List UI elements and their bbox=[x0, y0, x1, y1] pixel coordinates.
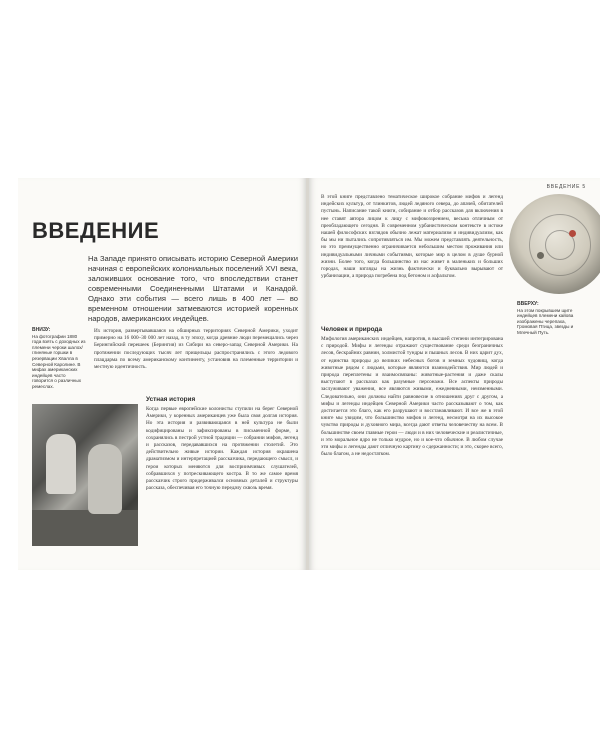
lead-paragraph: На Западе принято описывать историю Северной Америки начиная с европейских колониальных поселений XVI века, заложивших основание того, что впоследствии станет современными Соединенными Штатами и Канадой. Однако эти события — всего лишь в 400 лет — во временном отношении затмеваются историей коренных народов, американских индейцев. bbox=[88, 254, 298, 323]
shield-caption bbox=[517, 302, 585, 336]
body-oral-history: Когда первые европейские колонисты ступили на берег Северной Америки, у коренных американцев уже была своя долгая история. Но эта история и развивающаяся в ней культура не были кодифицированы и зафиксированы в письменной форме, а сохранялись в пестрой устной традиции — собрании мифов, легенд и рассказов, передававшихся на протяжении столетий. Это действительно живые истории. Каждая история окрашена драматизмом и интерпретацией рассказчика, передающего смысл, и герои которых меняются для восприимчивых слушателей, собравшихся у потрескивающего костра. В то же самое время рассказчик строго придерживался основных деталей и структуры рассказа, обеспечивая его точную передачу сквозь время. bbox=[146, 406, 298, 492]
shield-caption-title: ВВЕРХУ: bbox=[517, 301, 539, 307]
running-head: ВВЕДЕНИЕ 5 bbox=[546, 184, 586, 190]
photo-figure bbox=[88, 444, 122, 514]
page-title: ВВЕДЕНИЕ bbox=[32, 218, 160, 243]
photo-figure bbox=[46, 434, 76, 494]
book-spread bbox=[18, 178, 600, 570]
subhead-oral-history: Устная история bbox=[146, 396, 196, 403]
photo-caption-text: На фотографии 1880 года взять с доходных из племени чероки шалох/ глиняные горшки в резервации Хвалла в Северной Каролине. В мифах американских индейцев часто говорится о различных ремеслах. bbox=[32, 333, 86, 389]
subhead-man-and-nature: Человек и природа bbox=[321, 326, 383, 333]
shield-star-mark bbox=[569, 230, 576, 237]
shield-caption-text: На этом покрывшем щите индейцев племени кайова изображены черепаха, Громовая Птица, звезды и Млечный Путь. bbox=[517, 307, 574, 335]
painted-shield-photo bbox=[509, 194, 600, 294]
body-intro: Их история, развертывавшаяся на обширных территориях Северной Америки, уходит примерно на 16 000–30 000 лет назад, в ту эпоху, когда древние люди перемещались через Берингийский перешеек (Берингия) из Сибири на северо-запад Северной Америки. На протяжении последующих тысяч лет прищельцы распространялись с этого ледового плацдарма по всему американскому континенту, установив на племенные территории и местную идентичность. bbox=[94, 328, 298, 371]
shield-star-mark bbox=[537, 252, 544, 259]
right-page bbox=[309, 178, 600, 570]
photo-caption-title: ВНИЗУ: bbox=[32, 327, 51, 333]
body-man-and-nature: Мифология американских индейцев, напротив, в высшей степени интегрирована с природой. Мифы и легенды отражают существование среди безграничных лесов, бескрайних равнин, холмистой тундры и пышных лесов. В них царит дух, от единства природы до великих небесных богов и земных чудовищ, когда животные рядом с людьми, которые являются взаимодействия. Мир людей и природа переплетены и взаимосвязаны: животные-растения и даже скалы выступают в рассказах как разумные персонажи. Все аспекты природы заслуживают уважения, все являются живыми, ежедневными, неизменными. Следовательно, они должны найти равновесие в отношениях друг с другом, а мифы и легенды индейцев Северной Америки часто рассказывают о том, как достигается это благо, как его разрушают и восстанавливают. И все же в этой книге мы увидим, что большинство мифов и легенд, несмотря на их высокое чувство природы и духовного мира, всегда дают ответы человечеству на всем. В большинстве своем главные герои — люди и в них человеческие и реалистичные, и это моральное ядро не только мудрое, но и кое-что обычное. В любом случае эти мифы и легенды дают отличную картину о сдержанности; и это, скорее всего, было благом, а не недостатком. bbox=[321, 336, 503, 458]
historical-photo bbox=[32, 404, 138, 546]
body-intro-right: В этой книге представлено тематическое широкое собрание мифов и легенд индейских культур, от тлинкитов, людей ледяного севера, до апачей, обитателей пустынь. Написание такой книги, собирание и отбор рассказов для включения в нее ставят автора лицом к лицу с мифовоззрением, весьма отличным от преобладающего сегодня. В современном урбанистическом контексте в истоке нашей философских взглядов обычно лежат материализм и индивидуализм, как бы мы ни пытались сопротивляться им. Мы можем представлять деятельность, но это преимущественно ограничивается небольшим местом проживания или индивидуальными личными событиями, которые мир в целом в душе бурной жизни. Более того, когда большинство из нас живет в маленьких и больших городах, наши взгляды на жизнь фактически и буквально вырывают от урбанизации, а природа погребена под бетоном и асфальтом. bbox=[321, 194, 503, 280]
left-page bbox=[18, 178, 306, 570]
photo-caption bbox=[32, 328, 86, 390]
